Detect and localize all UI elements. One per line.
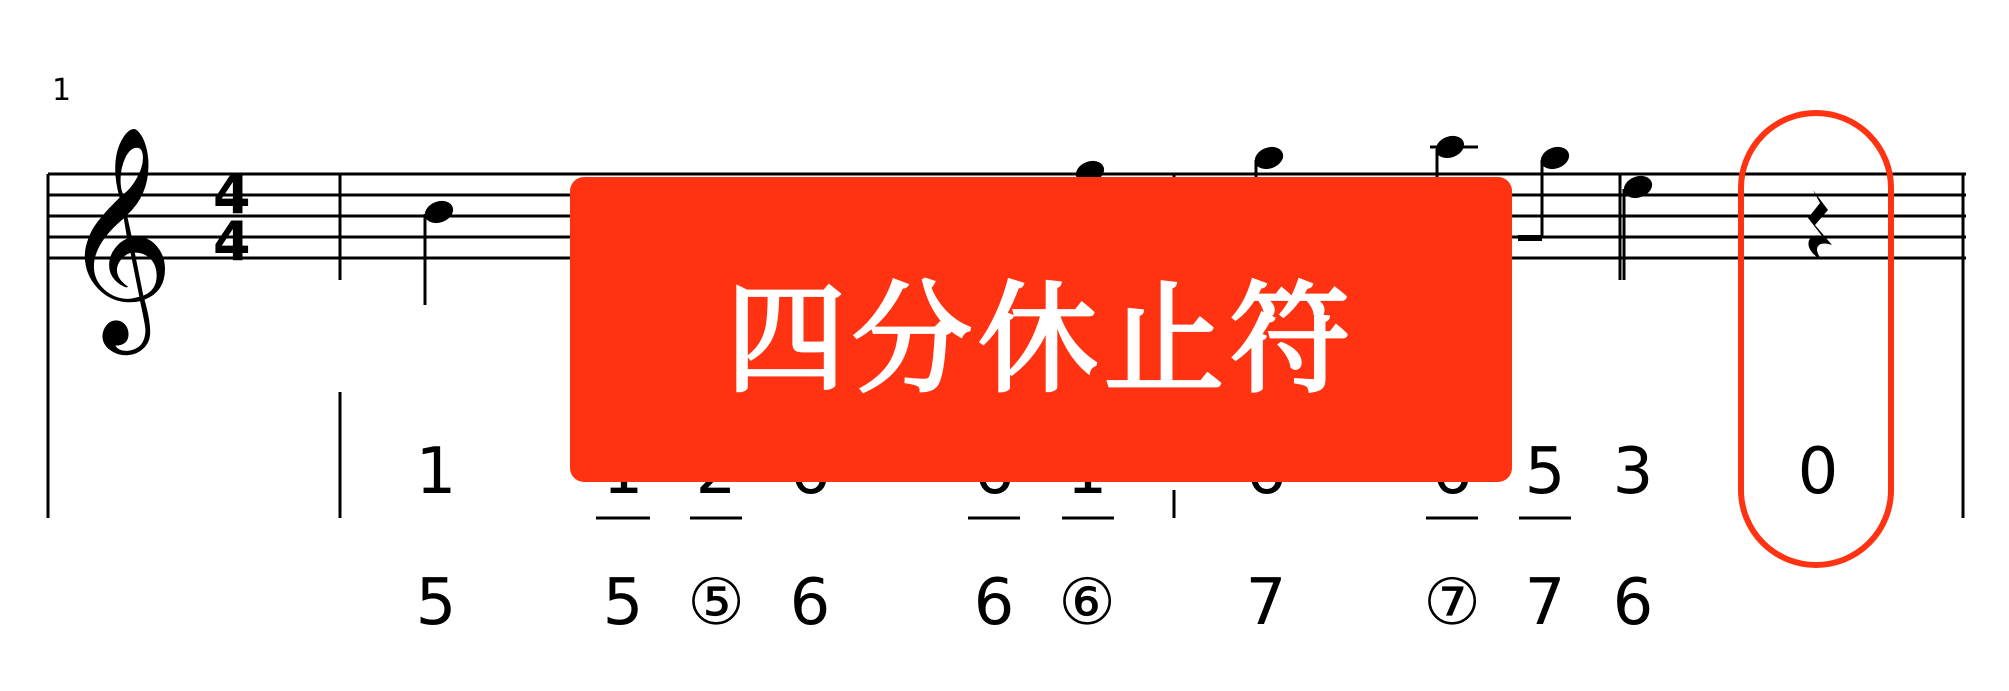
jianpu-number: 6 xyxy=(1612,566,1654,640)
jianpu-number: 6 xyxy=(973,566,1015,640)
quarter-rest-icon xyxy=(1808,190,1832,260)
jianpu-number: 5 xyxy=(415,566,457,640)
jianpu-number: 1 xyxy=(415,435,457,509)
jianpu-lower xyxy=(416,566,1654,640)
jianpu-rest-zero: 0 xyxy=(1797,435,1839,509)
note-head xyxy=(422,198,455,226)
jianpu-number: ⑦ xyxy=(1423,566,1481,640)
jianpu-number: 6 xyxy=(789,566,831,640)
jianpu-number: ⑤ xyxy=(687,566,745,640)
time-signature-bottom: 4 xyxy=(213,210,251,273)
rest-label-banner xyxy=(570,177,1512,482)
note-head xyxy=(1621,173,1654,201)
time-signature-top: 4 xyxy=(213,163,251,226)
jianpu-number: 7 xyxy=(1524,566,1566,640)
jianpu-number: 3 xyxy=(1612,435,1654,509)
jianpu-number: 5 xyxy=(1524,435,1566,509)
treble-clef-icon: 𝄞 xyxy=(62,124,175,345)
jianpu-number: 5 xyxy=(602,566,644,640)
jianpu-number: 7 xyxy=(1245,566,1287,640)
rest-label-text: 四分休止符 xyxy=(726,270,1356,410)
jianpu-number: ⑥ xyxy=(1058,566,1116,640)
measure-number: 1 xyxy=(52,73,72,108)
